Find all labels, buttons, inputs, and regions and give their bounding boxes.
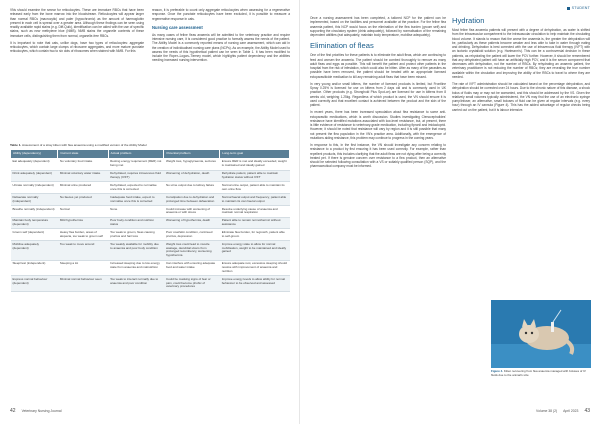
- table-cell: Too weak to move around: [58, 241, 108, 260]
- table: [10, 149, 290, 292]
- table-cell: No faeces yet produced: [58, 194, 108, 206]
- table-cell: Improve energy state to allow for normal mobilisation, weight to be maintained and ideally gained: [220, 241, 290, 260]
- table-cell: Improve energy levels to allow ability for normal behaviour to be observed and assessed: [220, 276, 290, 292]
- table-cell: Defaecate normally (independent): [11, 194, 58, 206]
- table-cell: Dehydrated, expected to normalise once this is corrected: [108, 182, 164, 194]
- column-header: Ability (dependency): [11, 150, 58, 159]
- figure-4: [491, 300, 591, 377]
- table-cell: Could increase with worsening of anaemia or with stress: [164, 205, 220, 217]
- table-cell: Can interfere with ensuring adequate food and water intake: [164, 260, 220, 276]
- table-cell: Maintain body temperature (dependent): [11, 217, 58, 229]
- right-column-2: [452, 16, 590, 115]
- paragraph: Most feline flea anaemia patients will present with a degree of dehydration, as water is shifted from the intravascular compartment to the intravascular circulation to help maintain the circulating blood volume. It stands to reason that the worse the anaemia is, the greater the dehydration will be, particularly as these patients become weaker and less able to take in water through eating and drinking. Dehydration is best corrected with the use of intravenous fluid therapy (IVFT) with an isotonic crystalloid solution (e.g. Hartmann's). This can be a controversial decision in these patients, as rehydrating the patient will lower the PCV further. However, it should be remembered that any dehydrated patient will have an artificially high PCV, and it is the serum component that decreases with dehydration, not the number of RBCs. By rehydrating an anaemic patient, the veterinary practitioner is not reducing the number of RBCs; they are revealing the true number available within the circulation and improving the ability of the RBCs to travel to where they are needed.: [452, 28, 590, 79]
- section-heading-nursing-care: Nursing care assessment: [152, 24, 203, 30]
- paragraph: Once a nursing assessment has been completed, a tailored NCP for the patient can be implemented, based on the facilities and personnel available at the practice. For the feline flea anaemia patient, this NCP would focus on the elimination of the flea burden (groom self) and supporting the circulatory system (drink adequately), followed by normalisation of the remaining dependent abilities (eat adequately, maintain body temperature, mobilise adequately).: [310, 16, 446, 37]
- section-heading-elimination: Elimination of fleas: [310, 41, 374, 51]
- ability-model-table: [10, 143, 290, 292]
- figure-caption: Figure 4. Kitten recovering from flea anaemia managed with boluses of IV fluids due to the animal's size: [491, 369, 586, 377]
- table-cell: Breathe normally (independent): [11, 205, 58, 217]
- table-cell: Urinate normally (independent): [11, 182, 58, 194]
- table-cell: Resting energy requirement (RER) not being met: [108, 158, 164, 170]
- kitten-illustration: [491, 300, 591, 368]
- table-cell: Normal faecal output and frequency, patient able to maintain its own faecal output: [220, 194, 290, 206]
- table-cell: Groom self (dependent): [11, 229, 58, 241]
- table-cell: Too weakly available for mobility due to anaemia and poor body condition: [108, 241, 164, 260]
- paragraph: In very young and/or small kittens, the number of licensed products is limited, but Frontline Spray 0.25% is licensed for use on kittens from 2 days old and is commonly used in UK practice. Other products (e.g. Stronghold Plus Spot-on) are licensed for use in kittens from 8 weeks old, weighing 1.25kg. Regardless of which product is used, the VN should ensure it is used correctly and that excellent contact is achieved between the product and the skin of the patient.: [310, 81, 446, 107]
- table-row: [11, 194, 290, 206]
- left-column-1: [10, 8, 144, 57]
- issue-label: April 2023: [563, 409, 579, 413]
- table-cell: Minimal voluntary water intake: [58, 170, 108, 182]
- table-cell: Express normal behaviour (dependent): [11, 276, 58, 292]
- table-caption: Table 1. Assessment of a stray kitten with flea anaemia using a modified version of the Ability Model: [10, 143, 147, 147]
- table-cell: Sleep/rest (independent): [11, 260, 58, 276]
- table-cell: Minimal urine produced: [58, 182, 108, 194]
- volume-label: Volume 38 (2): [536, 409, 558, 413]
- column-header: Actual problem: [108, 150, 164, 159]
- table-cell: Could be masking signs of fear or pain, could become phobic of veterinary procedures: [164, 276, 220, 292]
- page-number: 42: [10, 408, 16, 414]
- table-header-row: [11, 150, 290, 159]
- table-cell: No urine output due to kidney failure: [164, 182, 220, 194]
- table-row: [11, 205, 290, 217]
- table-row: [11, 260, 290, 276]
- table-row: [11, 158, 290, 170]
- table-cell: Resolve underlying cause of anaemia and maintain normal respiration: [220, 205, 290, 217]
- table-cell: Weight loss, hypoglycaemia, seizures: [164, 158, 220, 170]
- table-cell: Ensure RER is met and ideally exceeded, weight is maintained and ideally gained: [220, 158, 290, 170]
- table-cell: Increased sleeping due to low energy state from anaemia and malnutrition: [108, 260, 164, 276]
- table-cell: Poor body condition and nutrition status: [108, 217, 164, 229]
- paragraph: The rate of IVFT administration should be calculated based on the percentage dehydration, and dehydration should be corrected over 24 hours. Due to the chronic nature of this disease, a shock bolus of fluids may or may not be warranted, and this should be addressed by the VS. Given the relatively small volumes typically administered, the VN may find the use of an electronic syringe pump/infuser, an alternative, small boluses of fluid can be given at regular intervals (e.g. every hour) through an IV cannula (Figure 4). This has the added advantage of regular checks being carried out on the patient, but it is labour intensive.: [452, 82, 590, 112]
- table-cell: Worsening of dehydration, death: [164, 170, 220, 182]
- journal-name: Veterinary Nursing Journal: [21, 409, 62, 413]
- column-header: Current state: [58, 150, 108, 159]
- table-cell: Constipation due to dehydration and prolonged time between defaecation: [164, 194, 220, 206]
- paragraph: As many cases of feline fleas anaemia will be admitted to the veterinary practice and require intensive nursing care, it is considered good practice to formally assess the needs of the patient. The Ability Model is a commonly reported means of nursing care assessment, which can aid in the creation of individualised nursing care plans (NCPs). As an example, the Ability Model used to assess the needs of this hypothetical patient can be seen in Table 1. It has been modified to include the Roper–Logan–Tierney model, which highlights patient dependency and the abilities needing increased nursing intervention.: [152, 32, 290, 63]
- table-cell: Too weak to interact normally due to anaemia and poor condition: [108, 276, 164, 292]
- table-row: [11, 170, 290, 182]
- student-section-tag: STUDENT: [567, 6, 590, 10]
- table-cell: Eliminate flea burden, for regrowth, patient able to self-groom: [220, 229, 290, 241]
- table-cell: Rehydrate patient, patient able to maintain hydration status without IVFT: [220, 170, 290, 182]
- section-heading-hydration: Hydration: [452, 16, 485, 25]
- right-footer: [536, 408, 590, 414]
- paragraph: reason, it is preferable to count only aggregate reticulocytes when assessing for a regenerative response. Once the punctate reticulocytes have been excluded, it is possible to measure a regenerative response in cats.: [152, 8, 290, 21]
- table-row: [11, 229, 290, 241]
- left-column-2: [152, 8, 290, 66]
- table-cell: Drink adequately (dependent): [11, 170, 58, 182]
- table-cell: No voluntary food intake: [58, 158, 108, 170]
- table-cell: Patient able to remain normothermic without assistance: [220, 217, 290, 229]
- table-cell: Minimal normal behaviour seen: [58, 276, 108, 292]
- table-row: [11, 217, 290, 229]
- table-cell: Poor coat/skin condition, continued pruritus, depression: [164, 229, 220, 241]
- table-cell: Mild hypothermia: [58, 217, 108, 229]
- table-cell: Weight loss could lead to muscle wastage, decubital ulcers from prolonged recumbency, worsening hypothermia: [164, 241, 220, 260]
- table-cell: Dehydrated, requires intravenous fluid therapy (IVFT): [108, 170, 164, 182]
- right-column-1: [310, 16, 446, 172]
- page-number: 43: [584, 408, 590, 414]
- column-header: Long-term goal: [220, 150, 290, 159]
- table-cell: Heavy flea burden, areas of alopecia, too weak to groom self: [58, 229, 108, 241]
- table-cell: None: [108, 205, 164, 217]
- table-cell: Normal urine output, patient able to maintain its own urine flow: [220, 182, 290, 194]
- paragraph: In recent years, there has been increased speculation about flea resistance to some anti-ectoparasitic medications, which is worth discussion. Studies investigating Ctenocephalides' resistance have identified mutations associated with low-level resistance, but, at present, there is little evidence of resistance to veterinary-grade medication, including fipronil and imidacloprid. However, it should be noted that resistance will vary by region and it is still possible that many not present the flea population in the VN's practice area. Additionally, with the emergence of mutations aiding resistance, this problem may continue to progress in the coming years.: [310, 110, 446, 140]
- table-cell: Worsening of hypothermia, death: [164, 217, 220, 229]
- table-cell: Inadequate food intake, expect to normalise once this is corrected: [108, 194, 164, 206]
- table-cell: Normal: [58, 205, 108, 217]
- table-cell: Too weak to groom, fleas causing pruritus and hair loss: [108, 229, 164, 241]
- table-cell: Eat adequately (dependent): [11, 158, 58, 170]
- paragraph: VNs should examine the smear for reticulocytes. These are immature RBCs that have been released early from the bone marrow into the bloodstream. Reticulocytes will appear larger than normal RBCs (macrocytic) and paler (hypochromic) as the amount of haemoglobin present in each cell is spread over a greater area. Although these findings can be seen using readily available rapid stains (e.g. Diff-Quik), identification can be aided with the use of specific stains, such as new methylene blue (NMB). NMB stains the organelle contents of these immature cells, distinguishing them from normal, organelle-free RBCs.: [10, 8, 144, 38]
- paragraph: In response to this, in the first instance, the VN should investigate any concern relating to resistance to a product by first ensuring it has been used correctly. For example, rather than repellent products, this includes clarifying that the adult fleas are not dying after being a correctly treated pet. If there is genuine concern over resistance to a flea product, then an alternative should be selected following consultation with a VS or suitably qualified person (SQP), and the pharmaceutical company must be informed.: [310, 143, 446, 169]
- table-row: [11, 182, 290, 194]
- table-cell: Sleeping a lot: [58, 260, 108, 276]
- table-row: [11, 241, 290, 260]
- paragraph: One of the first priorities for these patients is to eliminate the adult fleas, which are continuing to feed and worsen the anaemia. The patient should be combed thoroughly to remove as many adult fleas and eggs as possible. This will benefit the patient and protect other patients in the hospital from the risk of infestation, which could also be bitten. After as many of the parasites as possible have been removed, the patient should be treated with an appropriate licensed ectoparasiticide medication to kill any remaining adult fleas that have been missed.: [310, 53, 446, 79]
- section-marker-icon: [567, 7, 570, 10]
- table-cell: Mobilise adequately (dependent): [11, 241, 58, 260]
- left-footer: [10, 408, 290, 414]
- table-cell: Ensure adequate rest, excessive sleeping should resolve with improvement of anaemia and nutrition: [220, 260, 290, 276]
- paragraph: It is important to note that cats, unlike dogs, have two types of reticulocytes: aggregate reticulocytes, which contain large clumps of ribosome aggregates, and more mature punctate reticulocytes, which contain two to six dots of ribosomes when stained with NMB. For this: [10, 40, 144, 54]
- table-row: [11, 276, 290, 292]
- kitten-photo: [491, 300, 591, 368]
- column-header: Potential problem: [164, 150, 220, 159]
